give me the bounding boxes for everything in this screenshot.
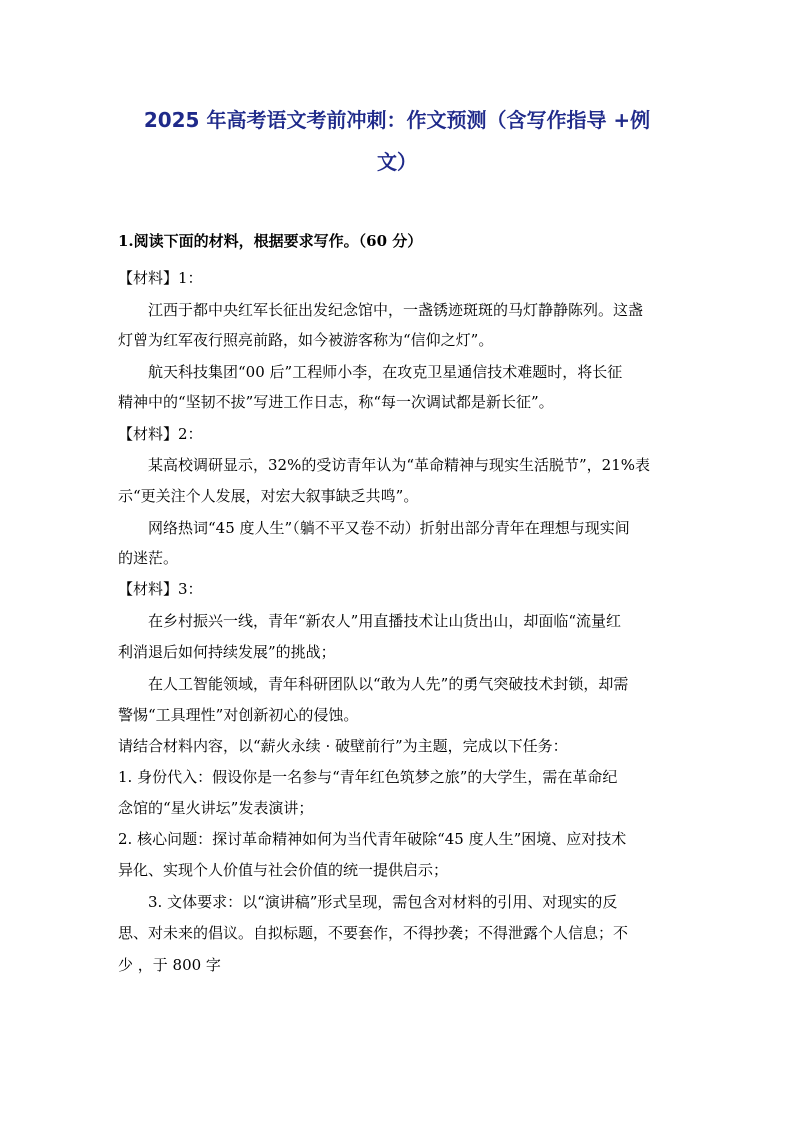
material-2-paragraph-1-line-1: 某高校调研显示，32%的受访青年认为“革命精神与现实生活脱节”，21%表 (148, 456, 651, 474)
document-title-line-1: 2025 年高考语文考前冲刺：作文预测（含写作指导 +例 (143, 108, 651, 132)
question-heading: 1.阅读下面的材料，根据要求写作。（60 分） (118, 232, 423, 250)
task-3-line-1: 3. 文体要求：以“演讲稿”形式呈现，需包含对材料的引用、对现实的反 (148, 893, 618, 911)
material-2-label: 【材料】2： (118, 425, 203, 443)
task-3-line-2: 思、对未来的倡议。自拟标题，不要套作，不得抄袭；不得泄露个人信息；不 (118, 924, 629, 942)
material-3-paragraph-1-line-2: 利消退后如何持续发展”的挑战； (118, 643, 336, 661)
task-1-line-2: 念馆的“星火讲坛”发表演讲； (118, 799, 314, 817)
material-2-paragraph-2-line-1: 网络热词“45 度人生”（躺不平又卷不动）折射出部分青年在理想与现实间 (148, 519, 630, 537)
task-1-line-1: 1. 身份代入：假设你是一名参与“青年红色筑梦之旅”的大学生，需在革命纪 (118, 768, 618, 786)
instruction-text: 请结合材料内容，以“薪火永续 · 破壁前行”为主题，完成以下任务： (118, 737, 568, 755)
task-2-line-2: 异化、实现个人价值与社会价值的统一提供启示； (118, 861, 449, 879)
material-2-paragraph-1-line-2: 示“更关注个人发展，对宏大叙事缺乏共鸣”。 (118, 487, 419, 505)
material-2-paragraph-2-line-2: 的迷茫。 (118, 549, 179, 567)
material-3-paragraph-2-line-1: 在人工智能领域，青年科研团队以“敢为人先”的勇气突破技术封锁，却需 (148, 675, 629, 693)
material-3-paragraph-1-line-1: 在乡村振兴一线，青年“新农人”用直播技术让山货出山，却面临“流量红 (148, 612, 622, 630)
task-3-line-3: 少 ，于 800 字 (118, 956, 221, 974)
material-1-paragraph-2-line-1: 航天科技集团“00 后”工程师小李，在攻克卫星通信技术难题时，将长征 (148, 363, 623, 381)
document-title-line-2: 文） (377, 150, 417, 174)
material-1-label: 【材料】1： (118, 269, 203, 287)
material-3-paragraph-2-line-2: 警惕“工具理性”对创新初心的侵蚀。 (118, 706, 359, 724)
material-3-label: 【材料】3： (118, 580, 203, 598)
material-1-paragraph-2-line-2: 精神中的“坚韧不拔”写进工作日志，称“每一次调试都是新长征”。 (118, 393, 554, 411)
material-1-paragraph-1-line-1: 江西于都中央红军长征出发纪念馆中，一盏锈迹斑斑的马灯静静陈列。这盏 (148, 301, 644, 319)
material-1-paragraph-1-line-2: 灯曾为红军夜行照亮前路，如今被游客称为“信仰之灯”。 (118, 331, 494, 349)
task-2-line-1: 2. 核心问题：探讨革命精神如何为当代青年破除“45 度人生”困境、应对技术 (118, 830, 627, 848)
